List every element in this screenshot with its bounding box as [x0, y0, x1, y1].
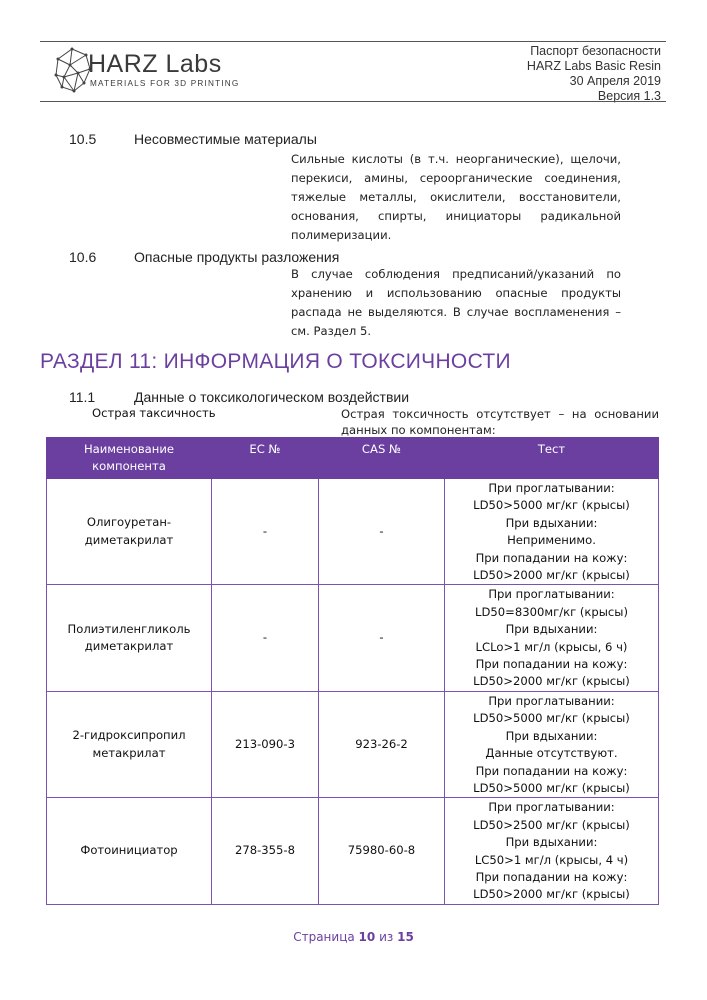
test-results: При проглатывании: LD50>5000 мг/кг (крысы) При вдыхании: Неприменимо. При попадании на кожу: LD50>2000 мг/кг (крысы) [445, 479, 659, 585]
table-row [47, 479, 659, 585]
component-name: Полиэтиленгликоль диметакрилат [47, 585, 212, 691]
doc-version: Версия 1.3 [597, 89, 661, 103]
table-header-row [47, 438, 659, 479]
page-current: 10 [358, 930, 376, 944]
header-doc-info [527, 44, 661, 104]
page-footer [0, 930, 707, 944]
cas-number: - [319, 479, 445, 585]
page-total: 15 [397, 930, 414, 944]
subsection-number: 10.6 [69, 249, 97, 265]
table-row [47, 798, 659, 904]
table-row [47, 691, 659, 797]
cas-number: - [319, 585, 445, 691]
column-header: ЕС № [212, 438, 319, 479]
cas-number: 923-26-2 [319, 691, 445, 797]
subsection-title: Опасные продукты разложения [134, 249, 340, 265]
component-name: Олигоуретан-диметакрилат [47, 479, 212, 585]
subsection-title: Данные о токсикологическом воздействии [134, 389, 410, 405]
test-results: При проглатывании: LD50=8300мг/кг (крысы) При вдыхании: LCLo>1 мг/л (крысы, 6 ч) При попадании на кожу: LD50>2000 мг/кг (крысы) [445, 585, 659, 691]
polygon-head-logo-icon [52, 47, 92, 93]
component-name: Фотоинициатор [47, 798, 212, 904]
header-bottom-rule [40, 101, 666, 102]
ec-number: 213-090-3 [212, 691, 319, 797]
table-row [47, 585, 659, 691]
incompatible-materials-text: Сильные кислоты (в т.ч. неорганические), щелочи, перекиси, амины, сероорганические соединения, тяжелые металлы, окислители, восстановители, основания, спирты, инициаторы радикальной полимеризации. [291, 152, 621, 242]
test-results: При проглатывании: LD50>2500 мг/кг (крысы) При вдыхании: LC50>1 мг/л (крысы, 4 ч) При попадании на кожу: LD50>2000 мг/кг (крысы) [445, 798, 659, 904]
decomposition-products-text: В случае соблюдения предписаний/указаний по хранению и использованию опасные продукты распада не выделяются. В случае воспламенения – см. Раздел 5. [291, 267, 621, 338]
column-header: Тест [445, 438, 659, 479]
subsection-number: 10.5 [69, 131, 97, 147]
ec-number: - [212, 479, 319, 585]
doc-type: Паспорт безопасности [530, 44, 661, 58]
ec-number: - [212, 585, 319, 691]
section-heading: РАЗДЕЛ 11: ИНФОРМАЦИЯ О ТОКСИЧНОСТИ [40, 350, 511, 373]
column-header: Наименование компонента [47, 438, 212, 479]
acute-toxicity-label: Острая таксичность [92, 406, 216, 420]
product-name: HARZ Labs Basic Resin [526, 59, 661, 73]
cas-number: 75980-60-8 [319, 798, 445, 904]
component-name: 2-гидроксипропил метакрилат [47, 691, 212, 797]
acute-toxicity-text: Острая токсичность отсутствует – на основании данных по компонентам: [341, 407, 659, 437]
toxicity-table [46, 437, 659, 905]
column-header: CAS № [319, 438, 445, 479]
brand-name: HARZ Labs [88, 50, 222, 78]
brand-tagline: MATERIALS FOR 3D PRINTING [90, 79, 240, 88]
subsection-number: 11.1 [69, 389, 96, 405]
of-word: из [379, 930, 394, 944]
ec-number: 278-355-8 [212, 798, 319, 904]
doc-date: 30 Апреля 2019 [569, 74, 661, 88]
test-results: При проглатывании: LD50>5000 мг/кг (крысы) При вдыхании: Данные отсутствуют. При попадании на кожу: LD50>5000 мг/кг (крысы) [445, 691, 659, 797]
page-word: Страница [293, 930, 355, 944]
header-top-rule [40, 41, 666, 42]
subsection-title: Несовместимые материалы [134, 131, 317, 147]
